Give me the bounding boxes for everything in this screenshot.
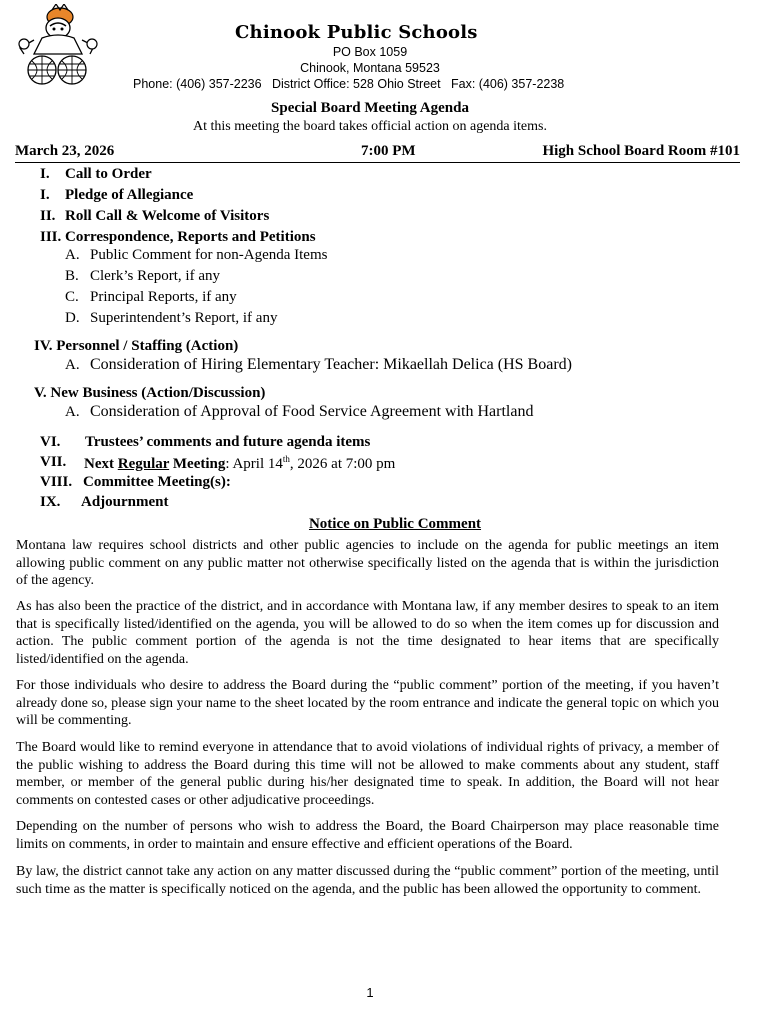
notice-paragraph: Depending on the number of persons who wish to address the Board, the Board Chairperson may place reasonable time limits on comments, in order to maintain and ensure effective and efficient operations of the Board. — [16, 819, 719, 852]
item-detail: : April 14 — [225, 456, 283, 472]
agenda-item — [40, 208, 270, 225]
page-number: 1 — [366, 985, 374, 1000]
subitem-text: Consideration of Hiring Elementary Teacher: Mikaellah Delica (HS Board) — [90, 356, 572, 373]
agenda-item — [40, 166, 152, 183]
item-title: Trustees’ comments and future agenda items — [85, 434, 371, 450]
agenda-subitem — [65, 310, 278, 327]
agenda-item — [34, 338, 238, 355]
notice-heading: Notice on Public Comment — [308, 516, 482, 532]
item-title: V. New Business (Action/Discussion) — [34, 385, 266, 401]
meeting-date: March 23, 2026 — [15, 143, 115, 159]
item-number: IX. — [40, 494, 61, 510]
item-title: Call to Order — [65, 166, 152, 182]
item-title: Pledge of Allegiance — [65, 187, 194, 203]
agenda-subitem — [65, 247, 328, 264]
item-title-part: Next — [84, 456, 118, 472]
notice-paragraph: Montana law requires school districts and other public agencies to include on the agenda for public meetings an item allowing public comment on any public matter not otherwise specifically listed on the agenda that is within the jurisdiction of the agency. — [16, 538, 719, 588]
subitem-letter: D. — [65, 310, 80, 326]
item-title-part: Regular — [117, 456, 170, 472]
item-number: I. — [40, 166, 50, 182]
subitem-letter: C. — [65, 289, 79, 305]
item-number: VI. — [40, 434, 61, 450]
item-number: II. — [40, 208, 56, 224]
meeting-time: 7:00 PM — [361, 143, 416, 159]
city-address: Chinook, Montana 59523 — [300, 61, 440, 75]
item-title: Committee Meeting(s): — [83, 474, 231, 490]
item-title: Roll Call & Welcome of Visitors — [65, 208, 270, 224]
subitem-text: Clerk’s Report, if any — [90, 268, 220, 284]
meeting-location: High School Board Room #101 — [542, 143, 740, 159]
agenda-item — [34, 385, 265, 402]
agenda-subitem — [65, 268, 220, 285]
item-title-part: Meeting — [169, 456, 226, 472]
subitem-text: Consideration of Approval of Food Service Agreement with Hartland — [90, 403, 534, 420]
item-title: Correspondence, Reports and Petitions — [65, 229, 316, 245]
item-number: VII. — [40, 454, 67, 470]
item-title: IV. Personnel / Staffing (Action) — [34, 338, 239, 354]
agenda-item — [40, 434, 371, 451]
notice-paragraph: For those individuals who desire to address the Board during the “public comment” portion of the meeting, if you haven’t already done so, please sign your name to the sheet located by the room entrance and indicate the general topic on which you will be commenting. — [16, 678, 719, 728]
agenda-subitem — [65, 403, 534, 421]
subitem-text: Superintendent’s Report, if any — [90, 310, 278, 326]
notice-paragraph: The Board would like to remind everyone in attendance that to avoid violations of individual rights of privacy, a member of the public wishing to address the Board during this time will not be allowed to make comments about any student, staff member, or member of the general public during his/her designated time to speak. In addition, the Board will not hear comments on contested cases or other adjudicative proceedings. — [16, 740, 719, 808]
school-name: Chinook Public Schools — [235, 22, 478, 43]
contact-line: Phone: (406) 357-2236 District Office: 528 Ohio Street Fax: (406) 357-2238 — [133, 77, 565, 91]
item-detail: , 2026 at 7:00 pm — [289, 456, 396, 472]
subitem-letter: B. — [65, 268, 79, 284]
subitem-letter: A. — [65, 404, 80, 420]
agenda-item — [40, 454, 396, 472]
po-box: PO Box 1059 — [332, 45, 408, 59]
meeting-title: Special Board Meeting Agenda — [271, 100, 469, 116]
item-number: I. — [40, 187, 50, 203]
item-detail-sup: th — [282, 454, 290, 464]
item-title — [84, 454, 395, 473]
agenda-item — [40, 187, 194, 204]
subitem-letter: A. — [65, 247, 80, 263]
notice-paragraph: As has also been the practice of the district, and in accordance with Montana law, if any member desires to speak to an item that is specifically listed/identified on the agenda, you will be allowed to do so when the item comes up for discussion and action. The public comment portion of the agenda is not the time designated to hear items that are specifically listed/identified on the agenda. — [16, 599, 719, 667]
agenda-subitem — [65, 356, 572, 374]
subitem-text: Principal Reports, if any — [90, 289, 237, 305]
agenda-subitem — [65, 289, 237, 306]
subitem-letter: A. — [65, 357, 80, 373]
meeting-subtitle: At this meeting the board takes official action on agenda items. — [193, 119, 547, 134]
agenda-item — [40, 229, 316, 246]
agenda-item — [40, 474, 231, 491]
item-title: Adjournment — [81, 494, 169, 510]
meeting-details-line — [15, 143, 740, 163]
agenda-item — [40, 494, 169, 511]
subitem-text: Public Comment for non-Agenda Items — [90, 247, 328, 263]
notice-paragraph: By law, the district cannot take any action on any matter discussed during the “public comment” portion of the meeting, until such time as the matter is specifically noticed on the agenda, and the public has been allowed the opportunity to comment. — [16, 864, 719, 897]
item-number: III. — [40, 229, 62, 245]
item-number: VIII. — [40, 474, 73, 490]
